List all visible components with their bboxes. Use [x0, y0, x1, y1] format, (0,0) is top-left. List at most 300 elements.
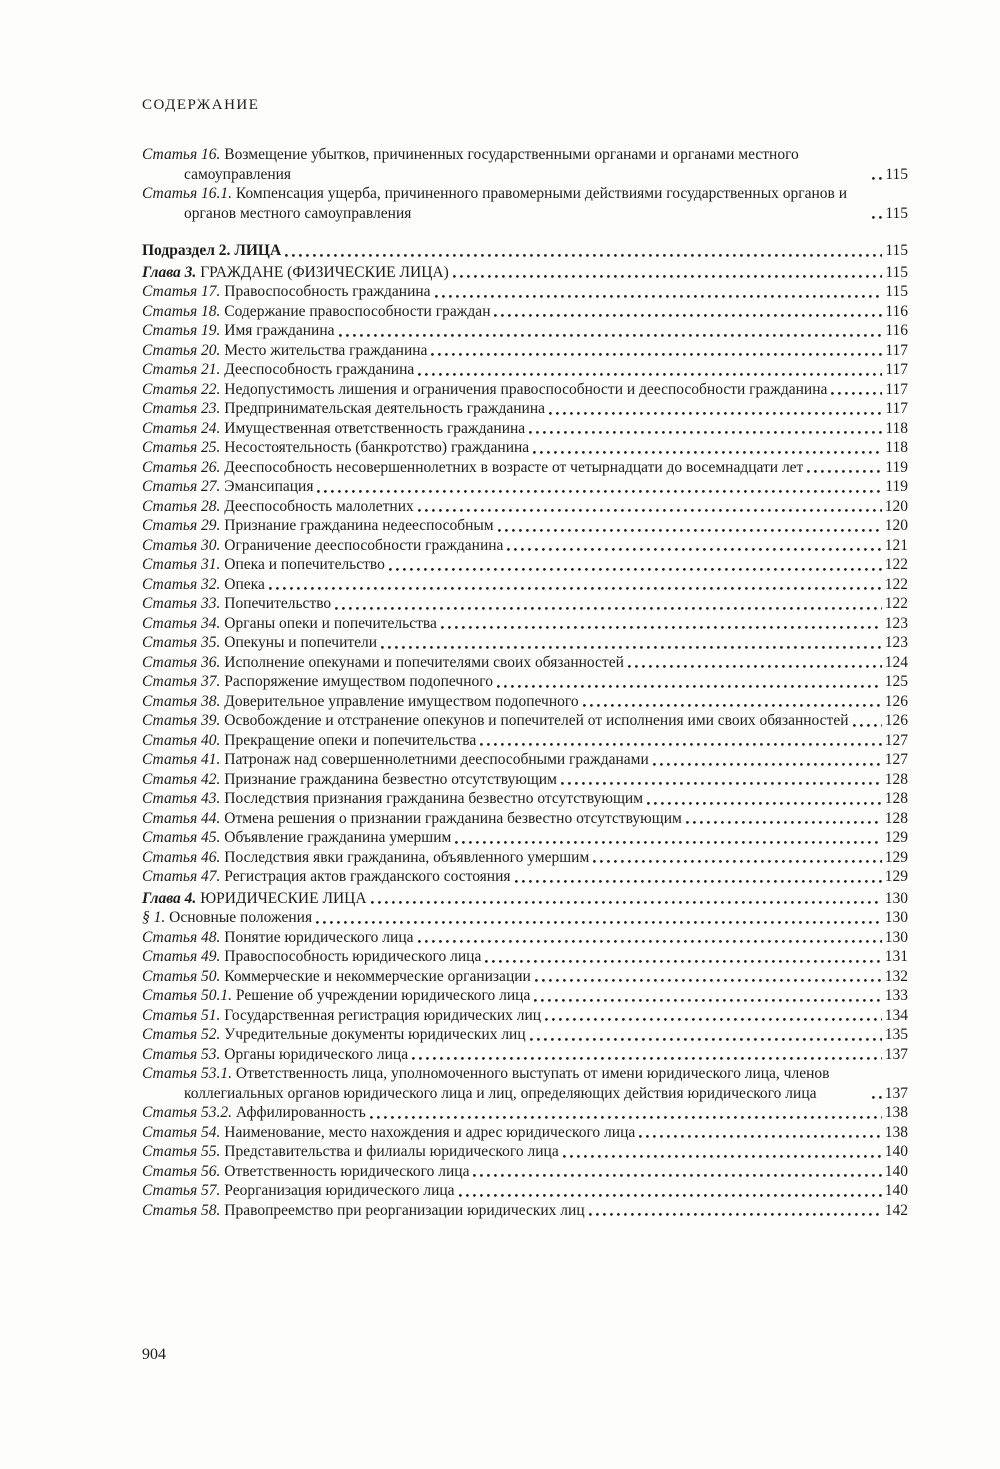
dot-leader [494, 314, 882, 317]
toc-entry-label: Статья 31. [142, 556, 225, 573]
toc-entry-title: Дееспособность несовершеннолетних в возрасте от четырнадцати до восемнадцати лет [224, 458, 804, 476]
dot-leader [807, 470, 882, 473]
toc-entry-page: 128 [884, 809, 908, 827]
toc-entry-title: Прекращение опеки и попечительства [224, 731, 477, 749]
toc-entry-title: Недопустимость лишения и ограничения правоспособности и дееспособности гражданина [224, 380, 828, 398]
toc-entry-text [142, 867, 511, 887]
toc-entry [142, 497, 908, 517]
toc-entry-page: 131 [884, 948, 908, 965]
dot-leader [370, 1116, 882, 1119]
toc-entry [142, 145, 908, 184]
toc-entry-page: 129 [884, 829, 908, 846]
toc-entry-label: Статья 21. [142, 361, 225, 378]
toc-entry-label: Статья 42. [142, 770, 225, 788]
toc-list [142, 145, 908, 1220]
toc-entry [142, 653, 908, 673]
footer-page-number: 904 [142, 1346, 166, 1363]
toc-entry-page: 137 [884, 1045, 908, 1063]
dot-leader [418, 509, 882, 512]
dot-leader [497, 685, 882, 688]
toc-entry-text [142, 263, 449, 283]
toc-entry [142, 380, 908, 400]
toc-entry [142, 1103, 908, 1123]
dot-leader [269, 587, 882, 590]
toc-entry-page: 129 [884, 868, 908, 885]
toc-entry-page: 115 [885, 263, 908, 281]
dot-leader [533, 451, 882, 454]
toc-entry [142, 1162, 908, 1182]
toc-entry-text [142, 438, 529, 458]
toc-entry-page: 127 [884, 731, 908, 749]
toc-entry-title: Ограничение дееспособности гражданина [224, 536, 504, 554]
toc-entry [142, 672, 908, 692]
toc-entry-label: Статья 29. [142, 517, 225, 534]
dot-leader [453, 275, 883, 278]
toc-entry-label: Статья 56. [142, 1162, 225, 1180]
toc-entry-title: Представительства и филиалы юридического лица [224, 1143, 559, 1160]
toc-entry-page: 120 [884, 517, 908, 534]
toc-entry-page: 115 [885, 242, 908, 259]
toc-entry-title: Содержание правоспособности граждан [224, 302, 491, 320]
dot-leader [628, 665, 882, 668]
toc-entry-page: 116 [885, 322, 908, 339]
toc-entry-title: Эмансипация [224, 478, 314, 495]
toc-entry-label: Статья 39. [142, 712, 225, 729]
toc-entry-title: Компенсация ущерба, причиненного правомерными действиями государственных органов и органов местного самоуправления [184, 185, 848, 222]
toc-entry-title: ГРАЖДАНЕ (ФИЗИЧЕСКИЕ ЛИЦА) [200, 263, 449, 281]
toc-entry [142, 731, 908, 751]
dot-leader [831, 392, 882, 395]
toc-entry-label: Статья 23. [142, 400, 225, 417]
toc-entry-page: 123 [884, 634, 908, 651]
toc-entry-title: Возмещение убытков, причиненных государственными органами и органами местного самоуправления [184, 146, 799, 183]
toc-entry-label: Статья 30. [142, 536, 225, 554]
toc-entry-page: 130 [884, 889, 908, 907]
toc-entry-label: Статья 53.2. [142, 1104, 236, 1121]
toc-entry-label: Статья 24. [142, 419, 225, 437]
toc-entry [142, 477, 908, 497]
dot-leader [653, 763, 882, 766]
toc-entry [142, 360, 908, 380]
toc-entry-page: 138 [884, 1104, 908, 1121]
toc-entry [142, 848, 908, 868]
toc-entry-label: Глава 4. [142, 889, 201, 907]
toc-entry-title: Предпринимательская деятельность гражданина [224, 400, 546, 417]
toc-entry-text [142, 1006, 541, 1026]
toc-entry-text [142, 302, 490, 322]
toc-entry-label: Статья 57. [142, 1182, 225, 1199]
dot-leader [371, 901, 882, 904]
toc-entry [142, 633, 908, 653]
toc-entry-page: 119 [885, 478, 908, 495]
toc-entry-page: 129 [884, 848, 908, 866]
toc-entry [142, 828, 908, 848]
toc-entry [142, 282, 908, 302]
dot-leader [473, 1174, 881, 1177]
toc-entry-label: Статья 20. [142, 341, 225, 359]
toc-entry [142, 399, 908, 419]
toc-entry-text [142, 809, 682, 829]
toc-entry-title: ЛИЦА [234, 242, 282, 259]
toc-entry-text [142, 497, 414, 517]
dot-leader [563, 1155, 882, 1158]
toc-entry-page: 130 [884, 928, 908, 946]
toc-entry-text [142, 575, 265, 595]
toc-entry-page: 119 [885, 458, 908, 476]
toc-entry [142, 1142, 908, 1162]
toc-entry-page: 115 [885, 204, 908, 222]
toc-entry-text [142, 653, 624, 673]
toc-entry-page: 117 [885, 341, 908, 359]
toc-entry-label: Статья 16.1. [142, 185, 236, 202]
toc-entry-title: Доверительное управление имуществом подопечного [224, 692, 579, 710]
toc-entry-label: Статья 41. [142, 751, 225, 768]
toc-entry-title: Опека [224, 575, 265, 593]
toc-entry [142, 1123, 908, 1143]
toc-entry-page: 117 [885, 400, 908, 417]
dot-leader [534, 999, 881, 1002]
toc-entry-page: 138 [884, 1123, 908, 1141]
toc-entry-title: Правопреемство при реорганизации юридических лиц [224, 1201, 585, 1219]
toc-entry-text [142, 458, 803, 478]
toc-entry [142, 809, 908, 829]
toc-entry-page: 128 [884, 790, 908, 807]
toc-entry-text [142, 770, 557, 790]
toc-entry-page: 135 [884, 1026, 908, 1043]
dot-leader [435, 295, 883, 298]
dot-leader [549, 412, 882, 415]
toc-entry-title: ЮРИДИЧЕСКИЕ ЛИЦА [200, 889, 367, 907]
toc-entry [142, 1045, 908, 1065]
toc-entry-page: 122 [884, 556, 908, 573]
toc-entry-text [142, 928, 414, 948]
toc-entry-text [142, 477, 313, 497]
toc-entry-label: Статья 44. [142, 809, 225, 827]
toc-entry-text [142, 1064, 868, 1103]
toc-entry-text [142, 711, 849, 731]
toc-entry-title: Регистрация актов гражданского состояния [224, 868, 511, 885]
toc-entry [142, 947, 908, 967]
toc-entry-text [142, 908, 312, 928]
toc-entry-label: Статья 26. [142, 458, 225, 476]
toc-entry-label: Статья 27. [142, 478, 225, 495]
toc-entry-page: 118 [885, 439, 908, 456]
dot-leader [515, 880, 882, 883]
toc-entry-title: Органы опеки и попечительства [224, 614, 437, 632]
toc-entry-page: 132 [884, 967, 908, 985]
toc-entry-page: 115 [885, 283, 908, 300]
toc-entry-label: Статья 48. [142, 928, 225, 946]
dot-leader [431, 353, 882, 356]
toc-entry-label: Статья 45. [142, 829, 225, 846]
toc-entry [142, 770, 908, 790]
dot-leader [530, 1038, 882, 1041]
toc-entry-title: Основные положения [169, 909, 313, 926]
toc-entry [142, 889, 908, 909]
toc-entry [142, 1064, 908, 1103]
toc-entry-label: Статья 52. [142, 1026, 225, 1043]
toc-entry-text [142, 1201, 585, 1221]
toc-entry-page: 140 [884, 1143, 908, 1160]
toc-entry-text [142, 633, 377, 653]
dot-leader [686, 821, 882, 824]
dot-leader [441, 626, 882, 629]
dot-leader [535, 979, 882, 982]
toc-entry-label: Статья 50. [142, 967, 225, 985]
dot-leader [480, 743, 882, 746]
toc-entry-page: 117 [885, 361, 908, 378]
toc-entry [142, 711, 908, 731]
toc-entry-text [142, 947, 481, 967]
toc-entry-page: 140 [884, 1182, 908, 1199]
toc-entry-title: Ответственность лица, уполномоченного выступать от имени юридического лица, членов коллегиальных органов юридического лица и лиц, определяющих действия юридического лица [184, 1065, 830, 1102]
dot-leader [485, 960, 881, 963]
dot-leader [507, 548, 881, 551]
dot-leader [872, 216, 882, 219]
dot-leader [316, 921, 882, 924]
toc-entry [142, 692, 908, 712]
toc-entry-page: 122 [884, 575, 908, 593]
toc-entry-text [142, 1103, 366, 1123]
toc-entry-label: Статья 17. [142, 283, 225, 300]
toc-entry-title: Наименование, место нахождения и адрес юридического лица [224, 1123, 636, 1141]
toc-entry-text [142, 1025, 526, 1045]
dot-leader [317, 490, 882, 493]
toc-entry-title: Признание гражданина безвестно отсутствующим [224, 770, 557, 788]
dot-leader [418, 373, 882, 376]
toc-entry-title: Освобождение и отстранение опекунов и попечителей от исполнения ими своих обязанностей [224, 712, 849, 729]
toc-entry-text [142, 614, 437, 634]
toc-entry-text [142, 967, 531, 987]
toc-entry-text [142, 341, 427, 361]
toc-entry-title: Имя гражданина [224, 322, 335, 339]
dot-leader [639, 1135, 881, 1138]
toc-entry-label: Статья 16. [142, 146, 225, 163]
toc-entry-title: Последствия признания гражданина безвестно отсутствующим [224, 790, 644, 807]
toc-entry-title: Правоспособность юридического лица [224, 948, 482, 965]
toc-entry-page: 127 [884, 751, 908, 768]
toc-entry-text [142, 380, 827, 400]
toc-entry-title: Последствия явки гражданина, объявленного умершим [224, 848, 590, 866]
toc-entry-label: Статья 36. [142, 653, 225, 671]
toc-entry [142, 594, 908, 614]
toc-entry [142, 867, 908, 887]
toc-entry-title: Исполнение опекунами и попечителями своих обязанностей [224, 653, 624, 671]
toc-entry-text [142, 848, 589, 868]
toc-entry-text [142, 594, 331, 614]
dot-leader [529, 431, 882, 434]
toc-entry-label: Статья 28. [142, 497, 225, 515]
toc-entry-title: Несостоятельность (банкротство) гражданина [224, 439, 530, 456]
toc-entry-label: Статья 40. [142, 731, 225, 749]
toc-entry-text [142, 889, 367, 909]
toc-entry [142, 555, 908, 575]
dot-leader [593, 860, 881, 863]
toc-entry-page: 121 [884, 536, 908, 554]
toc-entry [142, 967, 908, 987]
toc-entry-text [142, 828, 451, 848]
toc-entry-text [142, 1045, 408, 1065]
toc-entry-label: Статья 37. [142, 673, 225, 690]
toc-entry [142, 1025, 908, 1045]
toc-entry-label: Статья 34. [142, 614, 225, 632]
toc-entry [142, 1006, 908, 1026]
toc-entry [142, 516, 908, 536]
toc-entry [142, 302, 908, 322]
toc-entry-page: 133 [884, 987, 908, 1004]
dot-leader [853, 724, 882, 727]
toc-entry-label: Статья 43. [142, 790, 225, 807]
toc-entry-title: Признание гражданина недееспособным [224, 517, 494, 534]
toc-entry-title: Органы юридического лица [224, 1045, 409, 1063]
toc-entry-label: Подраздел 2. [142, 242, 235, 259]
dot-leader [459, 1194, 882, 1197]
toc-entry-page: 125 [884, 673, 908, 690]
toc-entry-text [142, 731, 476, 751]
toc-entry-title: Отмена решения о признании гражданина безвестно отсутствующим [224, 809, 682, 827]
dot-leader [455, 841, 881, 844]
toc-entry-page: 142 [884, 1201, 908, 1219]
toc-entry-title: Попечительство [224, 595, 332, 612]
toc-entry-page: 130 [884, 909, 908, 926]
page-title: СОДЕРЖАНИЕ [142, 97, 260, 113]
toc-entry-label: Статья 54. [142, 1123, 225, 1141]
toc-entry-title: Опека и попечительство [224, 556, 385, 573]
toc-entry-label: Статья 50.1. [142, 987, 236, 1004]
toc-entry-text [142, 145, 868, 184]
toc-entry-text [142, 789, 643, 809]
toc-entry-text [142, 692, 579, 712]
toc-entry [142, 241, 908, 261]
toc-entry-label: Статья 38. [142, 692, 225, 710]
toc-entry-page: 128 [884, 770, 908, 788]
toc-entry-page: 123 [884, 614, 908, 632]
toc-entry [142, 908, 908, 928]
toc-entry-title: Опекуны и попечители [224, 634, 378, 651]
toc-entry-label: Статья 32. [142, 575, 225, 593]
dot-leader [561, 782, 882, 785]
toc-entry-label: Статья 53. [142, 1045, 225, 1063]
toc-entry-page: 122 [884, 595, 908, 612]
toc-entry-label: Статья 51. [142, 1006, 225, 1024]
toc-entry-text [142, 672, 493, 692]
dot-leader [335, 607, 882, 610]
toc-entry [142, 928, 908, 948]
dot-leader [285, 254, 882, 257]
toc-entry-page: 137 [884, 1084, 908, 1102]
toc-entry-page: 126 [884, 712, 908, 729]
toc-entry-text [142, 536, 503, 556]
toc-entry-text [142, 419, 525, 439]
toc-entry-text [142, 750, 649, 770]
dot-leader [872, 177, 882, 180]
toc-entry-title: Дееспособность малолетних [224, 497, 414, 515]
toc-entry-title: Распоряжение имуществом подопечного [224, 673, 493, 690]
toc-entry [142, 458, 908, 478]
toc-entry [142, 184, 908, 223]
toc-entry-page: 118 [885, 419, 908, 437]
toc-entry-text [142, 986, 530, 1006]
dot-leader [872, 1096, 882, 1099]
toc-entry [142, 438, 908, 458]
toc-entry-label: Статья 33. [142, 595, 225, 612]
toc-entry-text [142, 555, 385, 575]
toc-entry-text [142, 360, 414, 380]
toc-entry-text [142, 399, 545, 419]
toc-entry-page: 124 [884, 653, 908, 671]
dot-leader [647, 802, 882, 805]
toc-entry-page: 117 [885, 380, 908, 398]
toc-entry-label: Статья 35. [142, 634, 225, 651]
toc-entry-title: Реорганизация юридического лица [224, 1182, 455, 1199]
dot-leader [339, 334, 883, 337]
dot-leader [389, 568, 882, 571]
dot-leader [589, 1213, 882, 1216]
toc-entry-text [142, 1123, 635, 1143]
toc-entry-label: Статья 46. [142, 848, 225, 866]
toc-entry [142, 263, 908, 283]
toc-entry [142, 986, 908, 1006]
toc-entry-text [142, 1181, 455, 1201]
toc-entry-page: 116 [885, 302, 908, 320]
toc-entry-title: Имущественная ответственность гражданина [224, 419, 526, 437]
toc-entry-label: Статья 55. [142, 1143, 225, 1160]
toc-entry-title: Патронаж над совершеннолетними дееспособными гражданами [224, 751, 649, 768]
toc-entry [142, 419, 908, 439]
toc-entry-label: Статья 58. [142, 1201, 225, 1219]
dot-leader [545, 1018, 882, 1021]
toc-entry-text [142, 321, 335, 341]
dot-leader [498, 529, 882, 532]
toc-entry-page: 140 [884, 1162, 908, 1180]
toc-entry [142, 341, 908, 361]
toc-entry-title: Аффилированность [235, 1104, 366, 1121]
toc-entry [142, 789, 908, 809]
toc-entry-label: Статья 47. [142, 868, 225, 885]
toc-entry-text [142, 516, 494, 536]
toc-entry [142, 321, 908, 341]
toc-entry-title: Ответственность юридического лица [224, 1162, 470, 1180]
toc-entry-title: Объявление гражданина умершим [224, 829, 452, 846]
toc-entry-page: 134 [884, 1006, 908, 1024]
toc-entry-title: Коммерческие и некоммерческие организации [224, 967, 531, 985]
toc-entry-label: Статья 19. [142, 322, 225, 339]
toc-entry-title: Понятие юридического лица [224, 928, 414, 946]
dot-leader [381, 646, 882, 649]
toc-entry-page: 126 [884, 692, 908, 710]
toc-entry-label: Статья 49. [142, 948, 225, 965]
toc-entry-title: Государственная регистрация юридических лиц [224, 1006, 542, 1024]
dot-leader [583, 704, 882, 707]
toc-entry-text [142, 184, 868, 223]
toc-entry-text [142, 1162, 469, 1182]
toc-entry [142, 536, 908, 556]
toc-entry-label: Статья 25. [142, 439, 225, 456]
toc-entry-text [142, 1142, 559, 1162]
toc-entry [142, 575, 908, 595]
dot-leader [412, 1057, 882, 1060]
toc-entry-page: 120 [884, 497, 908, 515]
toc-entry-label: Статья 53.1. [142, 1065, 236, 1082]
toc-entry-title: Правоспособность гражданина [224, 283, 431, 300]
dot-leader [418, 940, 882, 943]
toc-entry-label: § 1. [142, 909, 170, 926]
toc-entry [142, 1181, 908, 1201]
toc-entry [142, 614, 908, 634]
toc-entry-text [142, 241, 281, 261]
toc-entry-title: Место жительства гражданина [224, 341, 428, 359]
toc-entry-title: Учредительные документы юридических лиц [224, 1026, 526, 1043]
